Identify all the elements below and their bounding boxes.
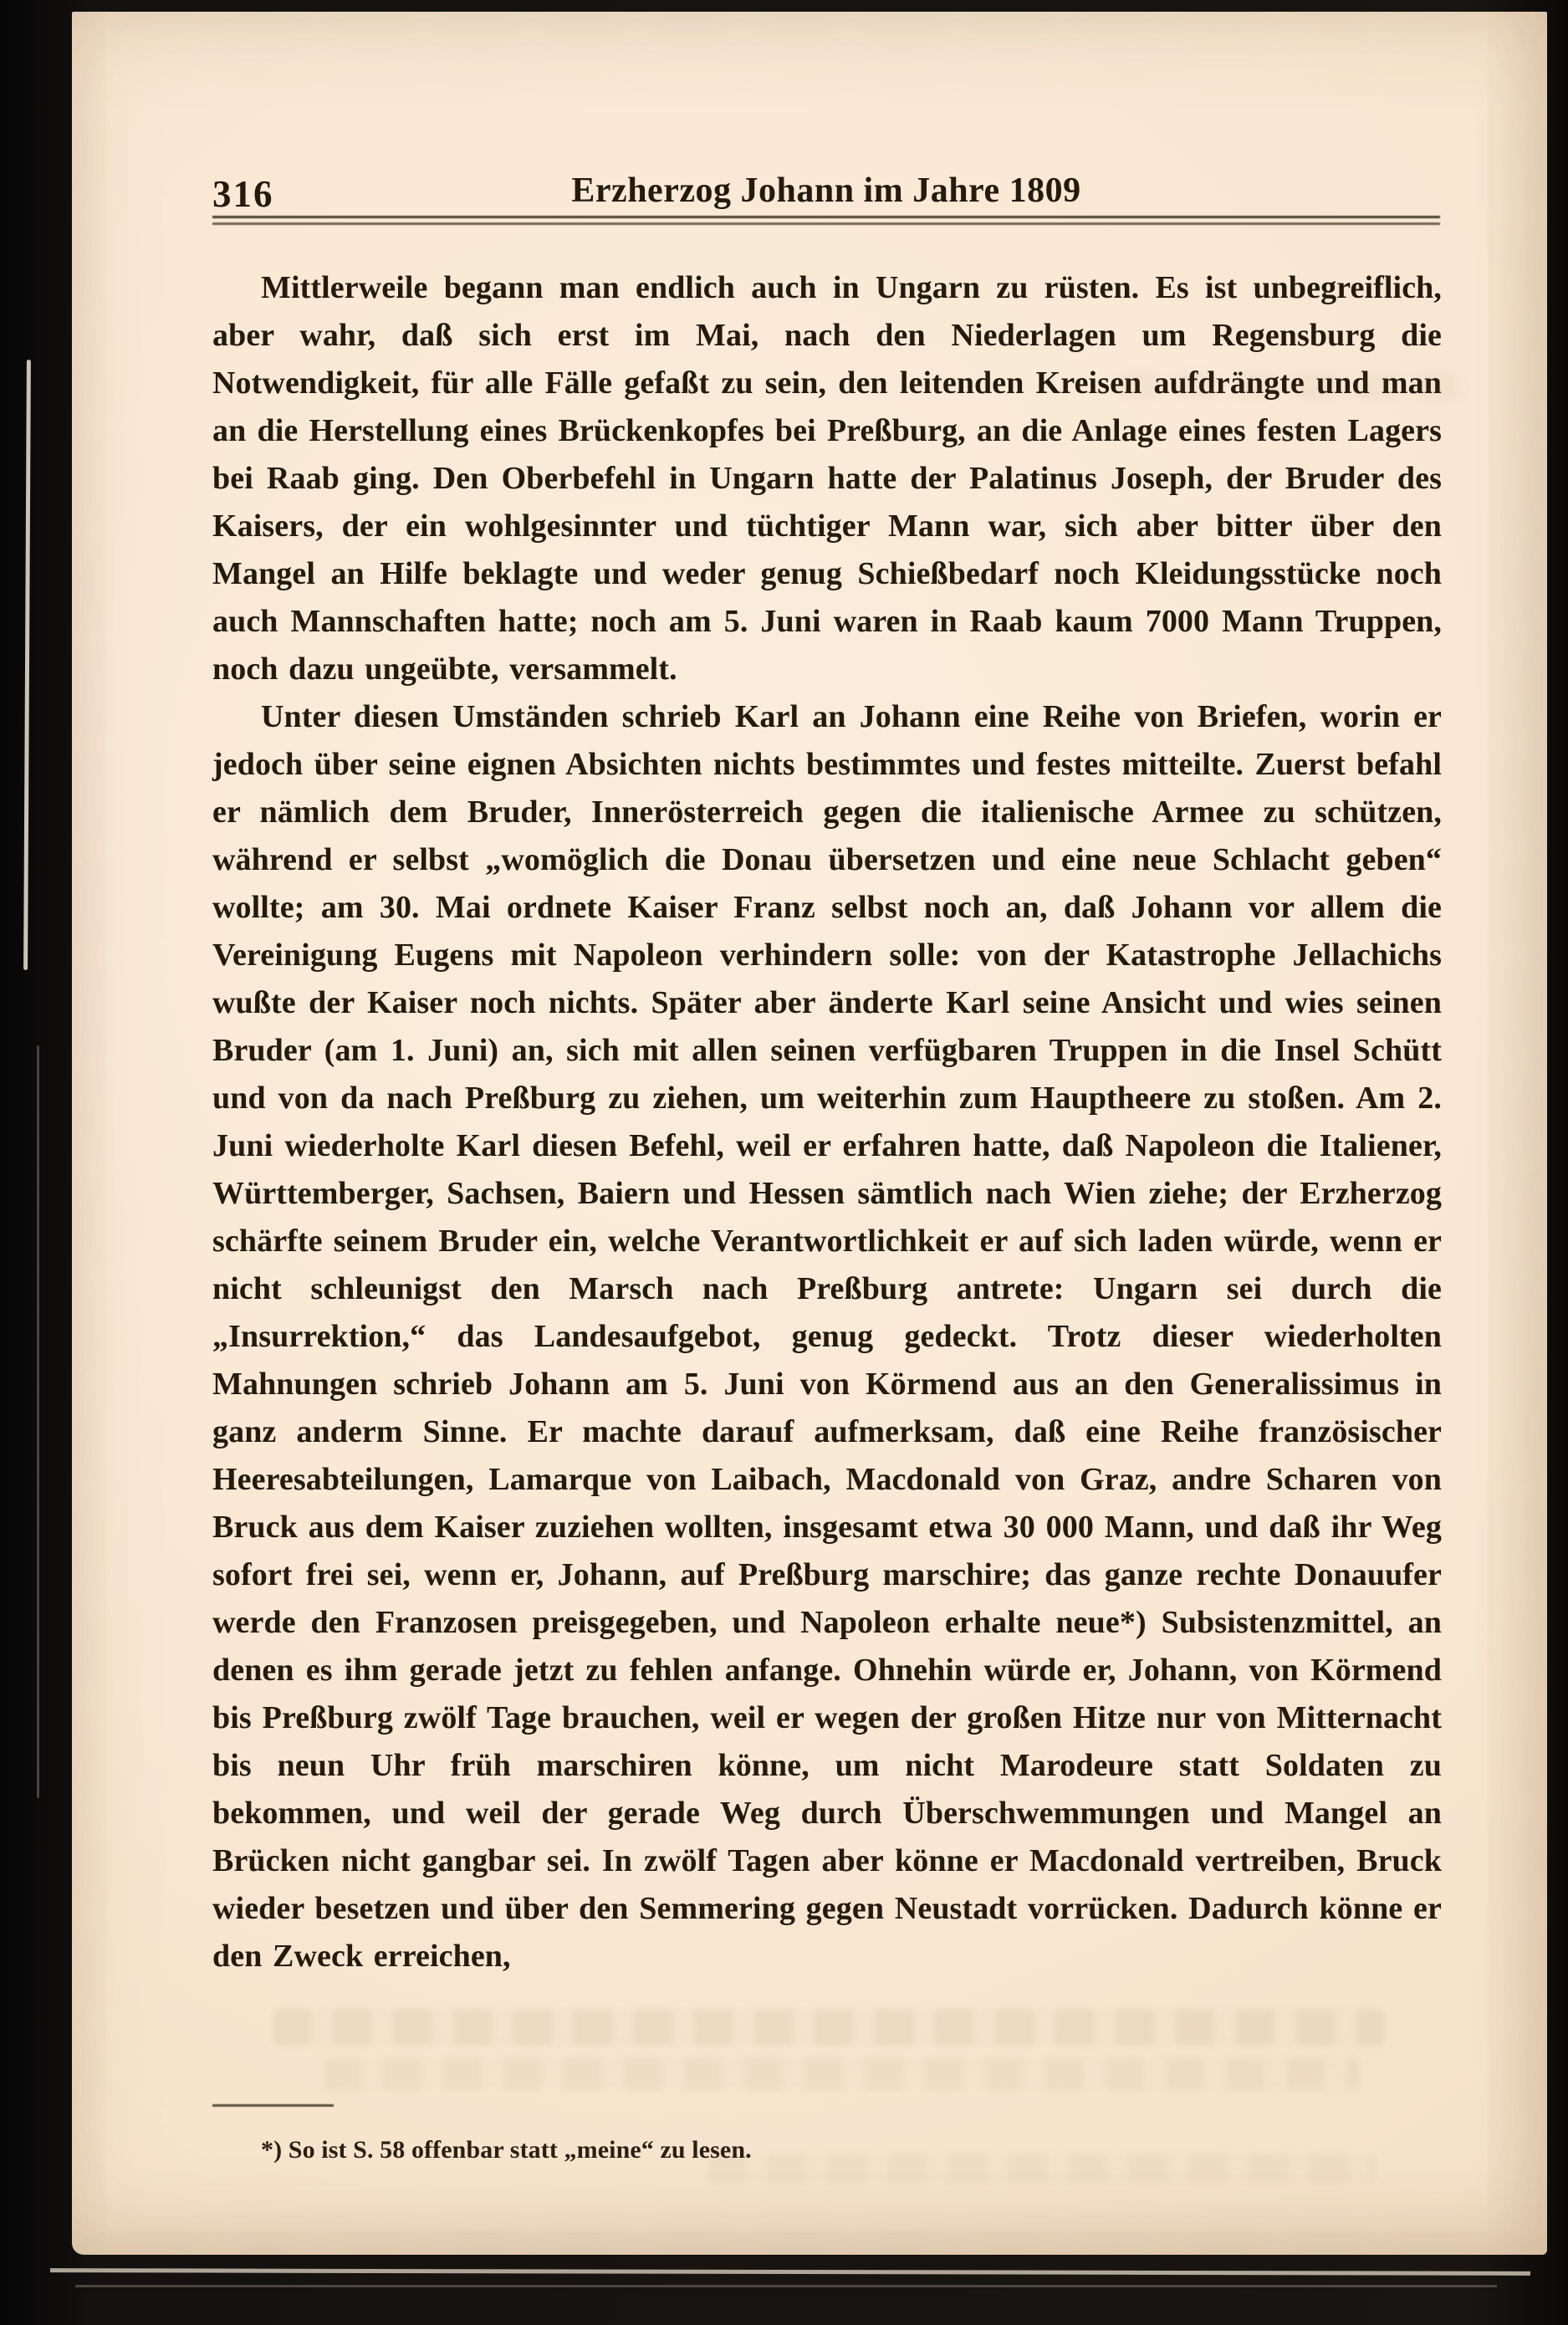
- paragraph: Mittlerweile begann man endlich auch in Ungarn zu rüsten. Es ist unbegreiflich, aber wahr, daß sich erst im Mai, nach den Niederlagen um Regensburg die Notwendigkeit, für alle Fälle gefaßt zu sein, den leitenden Kreisen aufdrängte und man an die Herstellung eines Brückenkopfes bei Preßburg, an die Anlage eines festen Lagers bei Raab ging. Den Oberbefehl in Ungarn hatte der Palatinus Joseph, der Bruder des Kaisers, der ein wohlgesinnter und tüchtiger Mann war, sich aber bitter über den Mangel an Hilfe beklagte und weder genug Schießbedarf noch Kleidungsstücke noch auch Mannschaften hatte; noch am 5. Juni waren in Raab kaum 7000 Mann Truppen, noch dazu ungeübte, versammelt.: [212, 270, 1442, 687]
- header-rule: [212, 216, 1440, 226]
- footnote-text: *) So ist S. 58 offenbar statt „meine“ zu lesen.: [261, 2136, 752, 2164]
- running-title: Erzherzog Johann im Jahre 1809: [571, 171, 1081, 210]
- header-rule-line: [212, 216, 1440, 218]
- page-edge-highlight: [50, 2268, 1530, 2276]
- header-rule-line: [212, 222, 1440, 225]
- footnote-separator: [212, 2104, 334, 2107]
- body-text: [212, 264, 1442, 1980]
- ink-bleedthrough: [1117, 371, 1468, 400]
- page-edge-highlight: [23, 360, 31, 970]
- book-page: [72, 12, 1547, 2255]
- paragraph: Unter diesen Umständen schrieb Karl an Johann eine Reihe von Briefen, worin er jedoch über seine eignen Absichten nichts bestimmtes und festes mitteilte. Zuerst befahl er nämlich dem Bruder, Innerösterreich gegen die italienische Armee zu schützen, während er selbst „womöglich die Donau übersetzen und eine neue Schlacht geben“ wollte; am 30. Mai ordnete Kaiser Franz selbst noch an, daß Johann vor allem die Vereinigung Eugens mit Napoleon verhindern solle: von der Katastrophe Jellachichs wußte der Kaiser noch nichts. Später aber änderte Karl seine Ansicht und wies seinen Bruder (am 1. Juni) an, sich mit allen seinen verfügbaren Truppen in die Insel Schütt und von da nach Preßburg zu ziehen, um weiterhin zum Hauptheere zu stoßen. Am 2. Juni wiederholte Karl diesen Befehl, weil er erfahren hatte, daß Napoleon die Italiener, Württemberger, Sachsen, Baiern und Hessen sämtlich nach Wien ziehe; der Erzherzog schärfte seinem Bruder ein, welche Verantwortlichkeit er auf sich laden würde, wenn er nicht schleunigst den Marsch nach Preßburg antrete: Ungarn sei durch die „Insurrektion,“ das Landesaufgebot, genug gedeckt. Trotz dieser wiederholten Mahnungen schrieb Johann am 5. Juni von Körmend aus an den Generalissimus in ganz anderm Sinne. Er machte darauf aufmerksam, daß eine Reihe französischer Heeresabteilungen, Lamarque von Laibach, Macdonald von Graz, andre Scharen von Bruck aus dem Kaiser zuziehen wollten, insgesamt etwa 30 000 Mann, und daß ihr Weg sofort frei sei, wenn er, Johann, auf Preßburg marschire; das ganze rechte Donauufer werde den Franzosen preisgegeben, und Napoleon erhalte neue*) Subsistenzmittel, an denen es ihm gerade jetzt zu fehlen anfange. Ohnehin würde er, Johann, von Körmend bis Preßburg zwölf Tage brauchen, weil er wegen der großen Hitze nur von Mitternacht bis neun Uhr früh marschiren könne, um nicht Marodeure statt Soldaten zu bekommen, und weil der gerade Weg durch Überschwemmungen und Mangel an Brücken nicht gangbar sei. In zwölf Tagen aber könne er Macdonald vertreiben, Bruck wieder besetzen und über den Semmering gegen Neustadt vorrücken. Dadurch könne er den Zweck erreichen,: [212, 699, 1442, 1974]
- page-edge-highlight: [37, 1045, 39, 1798]
- page-number: 316: [212, 173, 274, 215]
- ink-bleedthrough: [273, 2009, 1385, 2046]
- page-edge-highlight: [75, 2285, 1497, 2287]
- ink-bleedthrough: [323, 2057, 1360, 2091]
- page-header: [212, 171, 1440, 217]
